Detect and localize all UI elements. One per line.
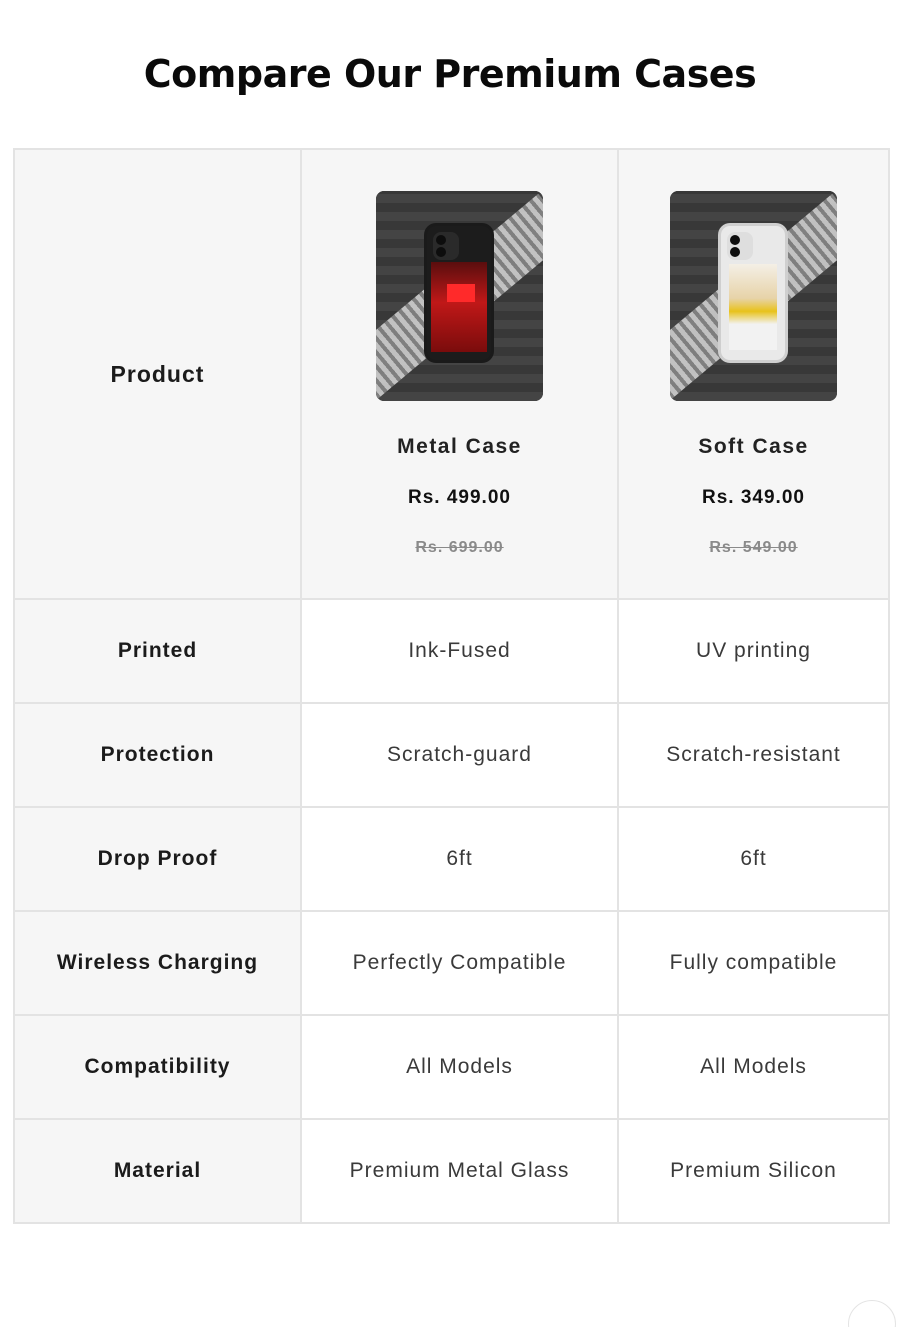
product-old-price: Rs. 699.00 bbox=[415, 539, 504, 556]
table-cell: Perfectly Compatible bbox=[301, 911, 618, 1015]
table-row bbox=[14, 911, 889, 1015]
table-row bbox=[14, 1119, 889, 1223]
product-cell-soft-case[interactable] bbox=[618, 149, 889, 599]
table-cell: All Models bbox=[618, 1015, 889, 1119]
product-name[interactable]: Metal Case bbox=[397, 435, 522, 458]
row-label-material: Material bbox=[14, 1119, 301, 1223]
product-label: Product bbox=[14, 149, 301, 599]
table-row bbox=[14, 703, 889, 807]
row-label-wireless-charging: Wireless Charging bbox=[14, 911, 301, 1015]
table-cell: 6ft bbox=[618, 807, 889, 911]
table-row bbox=[14, 1015, 889, 1119]
product-name[interactable]: Soft Case bbox=[698, 435, 809, 458]
row-label-printed: Printed bbox=[14, 599, 301, 703]
table-cell: Premium Metal Glass bbox=[301, 1119, 618, 1223]
table-cell: Premium Silicon bbox=[618, 1119, 889, 1223]
product-price: Rs. 349.00 bbox=[702, 487, 805, 508]
scroll-to-top-button[interactable] bbox=[848, 1300, 896, 1327]
soft-case-image[interactable] bbox=[670, 191, 837, 401]
table-cell: 6ft bbox=[301, 807, 618, 911]
table-cell: All Models bbox=[301, 1015, 618, 1119]
product-old-price: Rs. 549.00 bbox=[709, 539, 798, 556]
table-row bbox=[14, 807, 889, 911]
product-row bbox=[14, 149, 889, 599]
metal-case-image[interactable] bbox=[376, 191, 543, 401]
comparison-table bbox=[13, 148, 890, 1224]
row-label-protection: Protection bbox=[14, 703, 301, 807]
row-label-compatibility: Compatibility bbox=[14, 1015, 301, 1119]
table-cell: Scratch-resistant bbox=[618, 703, 889, 807]
table-cell: Ink-Fused bbox=[301, 599, 618, 703]
table-cell: Fully compatible bbox=[618, 911, 889, 1015]
product-cell-metal-case[interactable] bbox=[301, 149, 618, 599]
row-label-drop-proof: Drop Proof bbox=[14, 807, 301, 911]
product-price: Rs. 499.00 bbox=[408, 487, 511, 508]
table-cell: UV printing bbox=[618, 599, 889, 703]
page-title: Compare Our Premium Cases bbox=[143, 52, 757, 96]
table-row bbox=[14, 599, 889, 703]
table-cell: Scratch-guard bbox=[301, 703, 618, 807]
